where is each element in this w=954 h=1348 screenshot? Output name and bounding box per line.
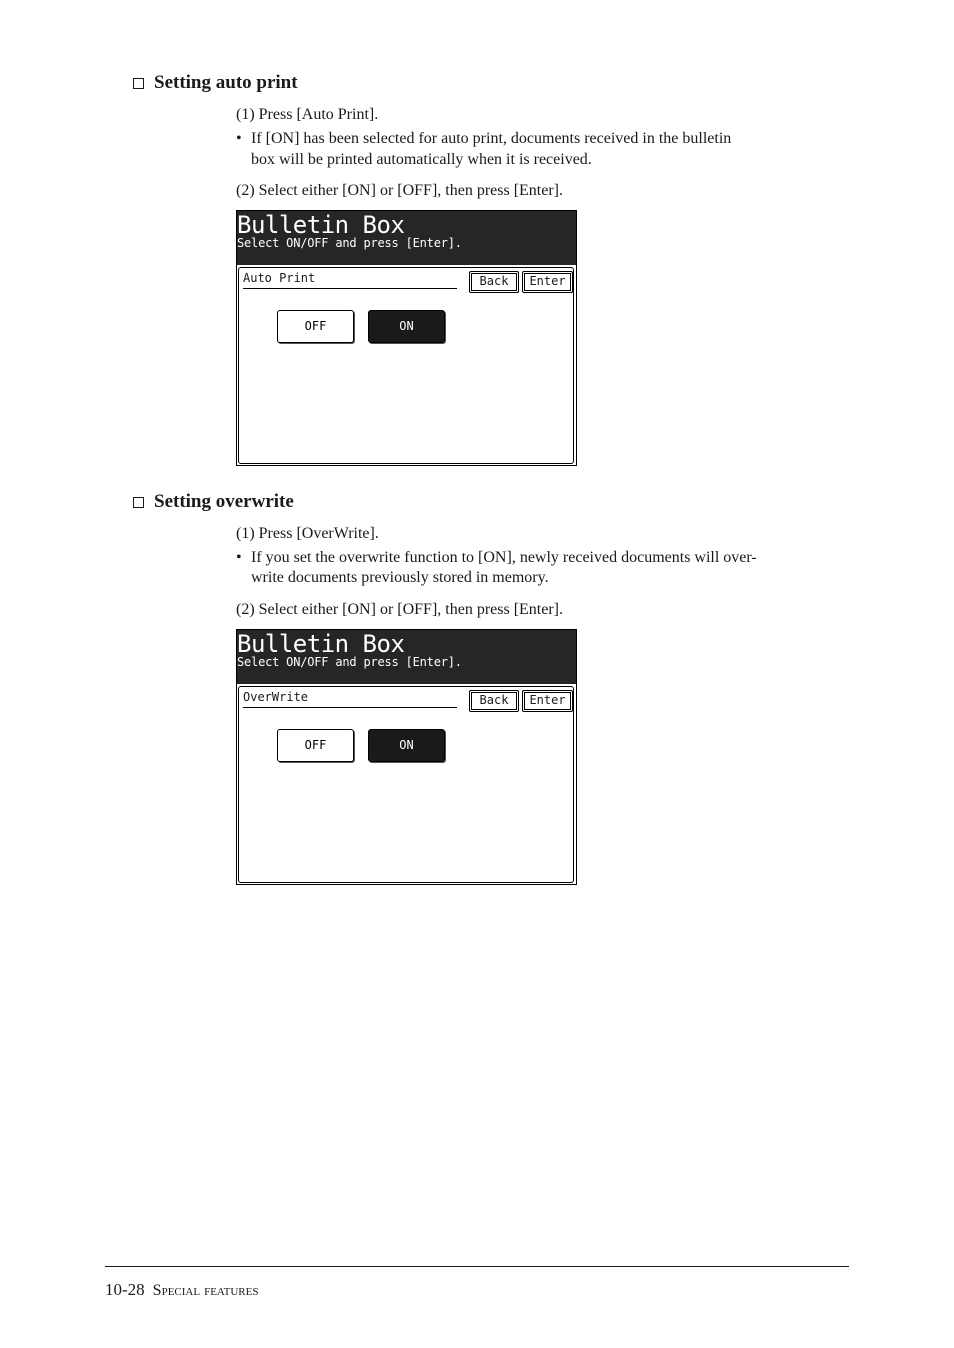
chapter-title: Special features [152, 1282, 259, 1299]
enter-button[interactable]: Enter [522, 690, 573, 712]
bullet-line-2: box will be printed automatically when it is received. [251, 151, 592, 168]
section-heading-overwrite [133, 491, 294, 513]
bullet-line-1: If you set the overwrite function to [ON], newly received documents will over- [251, 549, 757, 566]
step-2-text: (2) Select either [ON] or [OFF], then press [Enter]. [236, 182, 564, 199]
bullet-line-1: If [ON] has been selected for auto print, documents received in the bulletin [251, 130, 732, 147]
screen-subtitle: Select ON/OFF and press [Enter]. [237, 655, 462, 669]
step-1-text: (1) Press [OverWrite]. [236, 525, 379, 542]
back-button[interactable]: Back [469, 690, 519, 712]
off-button[interactable]: OFF [277, 310, 354, 343]
screen-title: Bulletin Box [237, 211, 405, 239]
checkbox-icon [133, 78, 144, 89]
footer-rule [105, 1266, 849, 1267]
screen-header [237, 211, 576, 265]
off-button[interactable]: OFF [277, 729, 354, 762]
checkbox-icon [133, 497, 144, 508]
screen-auto-print [236, 210, 577, 466]
screen-subtitle: Select ON/OFF and press [Enter]. [237, 236, 462, 250]
on-button[interactable]: ON [368, 729, 445, 762]
screen-panel [238, 686, 574, 883]
bullet-icon: • [236, 549, 242, 566]
page-footer [105, 1280, 258, 1300]
step-1-text: (1) Press [Auto Print]. [236, 106, 379, 123]
step-2-text: (2) Select either [ON] or [OFF], then press [Enter]. [236, 601, 564, 618]
field-label-overwrite: OverWrite [243, 690, 457, 708]
bullet-line-2: write documents previously stored in memory. [251, 569, 549, 586]
on-button[interactable]: ON [368, 310, 445, 343]
section-heading-text: Setting overwrite [154, 491, 294, 512]
bullet-icon: • [236, 130, 242, 147]
section-heading-text: Setting auto print [154, 72, 298, 93]
screen-title: Bulletin Box [237, 630, 405, 658]
page-number: 10-28 [105, 1280, 145, 1299]
screen-header [237, 630, 576, 684]
section-heading-auto-print [133, 72, 298, 94]
enter-button[interactable]: Enter [522, 271, 573, 293]
field-label-auto-print: Auto Print [243, 271, 457, 289]
screen-overwrite [236, 629, 577, 885]
back-button[interactable]: Back [469, 271, 519, 293]
screen-panel [238, 267, 574, 464]
